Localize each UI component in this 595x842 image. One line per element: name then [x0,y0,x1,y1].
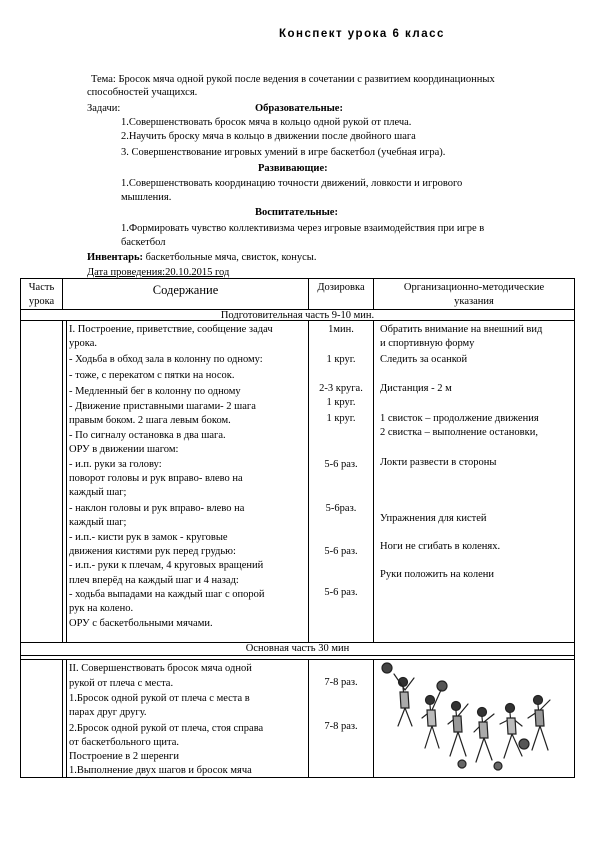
inventory-label: Инвентарь: [87,252,144,263]
prep-note: Ноги не сгибать в коленях. [380,541,501,552]
prep-dosage: 5-6 раз. [324,459,358,470]
prep-dosage: 2-3 круга. [319,383,363,394]
main-line: II. Совершенствовать бросок мяча одной [69,663,252,674]
prep-note: Локти развести в стороны [380,457,497,468]
main-section-title: Основная часть 30 мин [245,643,350,654]
prep-note: Следить за осанкой [380,354,468,365]
prep-note: и спортивную форму [380,338,475,349]
prep-line: рук на колено. [69,603,134,614]
prep-dosage: 1мин. [328,324,354,335]
basketball-players-illustration-icon [378,660,570,776]
tasks-label: Задачи: [87,103,121,114]
main-dosage: 7-8 раз. [324,677,358,688]
lesson-theme: Тема: Бросок мяча одной рукой после ведения в сочетании с развитием координационных [91,74,495,85]
prep-line: поворот головы и рук вправо- влево на [69,473,243,484]
date-value: 20.10.2015 год [165,267,230,278]
page-title: Конспект урока 6 класс [279,28,445,40]
header-dosage: Дозировка [317,282,365,293]
edu-item-1: 1.Совершенствовать бросок мяча в кольцо одной рукой от плеча. [121,117,412,128]
prep-line: движения кистями рук перед грудью: [69,546,236,557]
prep-line: плеч вперёд на каждый шаг и 4 назад: [69,575,239,586]
dev-item-line2: мышления. [121,192,172,203]
main-dosage: 7-8 раз. [324,721,358,732]
header-part-l1: Часть [28,282,55,293]
prep-line: ОРУ с баскетбольными мячами. [69,618,213,629]
prep-note: Дистанция - 2 м [380,383,452,394]
main-line: парах друг другу. [69,707,147,718]
prep-note: 1 свисток – продолжение движения [380,413,539,424]
prep-line: I. Построение, приветствие, сообщение задач [69,324,273,335]
prep-dosage: 5-6раз. [325,503,357,514]
upb-item-line2: баскетбол [121,237,166,248]
upb-item-line1: 1.Формировать чувство коллективизма через игровые взаимодействия при игре в [121,223,485,234]
prep-line: ОРУ в движении шагом: [69,444,179,455]
header-notes-l2: указания [454,296,494,307]
dev-item-line1: 1.Совершенствовать координацию точности движений, ловкости и игрового [121,178,463,189]
main-line: 1.Бросок одной рукой от плеча с места в [69,693,250,704]
prep-line: - наклон головы и рук вправо- влево на [69,503,245,514]
prep-line: - Ходьба в обход зала в колонну по одному: [69,354,263,365]
inventory-text: баскетбольные мяча, свисток, конусы. [143,252,317,263]
main-line: рукой от плеча с места. [69,678,174,689]
header-part-l2: урока [28,296,55,307]
prep-line: - и.п.- руки к плечам, 4 круговых вращений [69,560,264,571]
main-line: 2.Бросок одной рукой от плеча, стоя справа [69,723,264,734]
prep-note: Упражнения для кистей [380,513,487,524]
prep-line: - По сигналу остановка в два шага. [69,430,226,441]
prep-note: Обратить внимание на внешний вид [380,324,543,335]
edu-item-3: 3. Совершенствование игровых умений в игре баскетбол (учебная игра). [121,147,446,158]
main-line: 1.Выполнение двух шагов и бросок мяча [69,765,252,776]
prep-line: - Движение приставными шагами- 2 шага [69,401,256,412]
prep-dosage: 1 круг. [326,397,356,408]
edu-item-2: 2.Научить броску мяча в кольцо в движении после двойного шага [121,131,416,142]
prep-line: каждый шаг; [69,487,127,498]
date-label: Дата проведения: [87,267,166,278]
prep-dosage: 1 круг. [326,413,356,424]
prep-line: - и.п.- кисти рук в замок - круговые [69,532,228,543]
prep-line: - Медленный бег в колонну по одному [69,386,241,397]
prep-note: 2 свистка – выполнение остановки, [380,427,538,438]
prep-dosage: 5-6 раз. [324,587,358,598]
prep-note: Руки положить на колени [380,569,494,580]
main-line: Построение в 2 шеренги [69,751,179,762]
prep-line: урока. [69,338,97,349]
lesson-theme-cont: способностей учащихся. [87,87,198,98]
upb-header: Воспитательные: [255,207,338,218]
prep-line: - и.п. руки за голову: [69,459,162,470]
prep-line: - ходьба выпадами на каждый шаг с опорой [69,589,265,600]
prep-line: правым боком. 2 шага левым боком. [69,415,231,426]
header-notes-l1: Организационно-методические [403,282,545,293]
prep-section-title: Подготовительная часть 9-10 мин. [220,310,375,321]
prep-dosage: 1 круг. [326,354,356,365]
edu-header: Образовательные: [255,103,343,114]
prep-dosage: 5-6 раз. [324,546,358,557]
main-line: от баскетбольного щита. [69,737,180,748]
dev-header: Развивающие: [258,163,328,174]
prep-line: каждый шаг; [69,517,127,528]
inventory-line [87,251,317,264]
prep-line: - тоже, с перекатом с пятки на носок. [69,370,235,381]
header-content: Содержание [152,283,219,297]
